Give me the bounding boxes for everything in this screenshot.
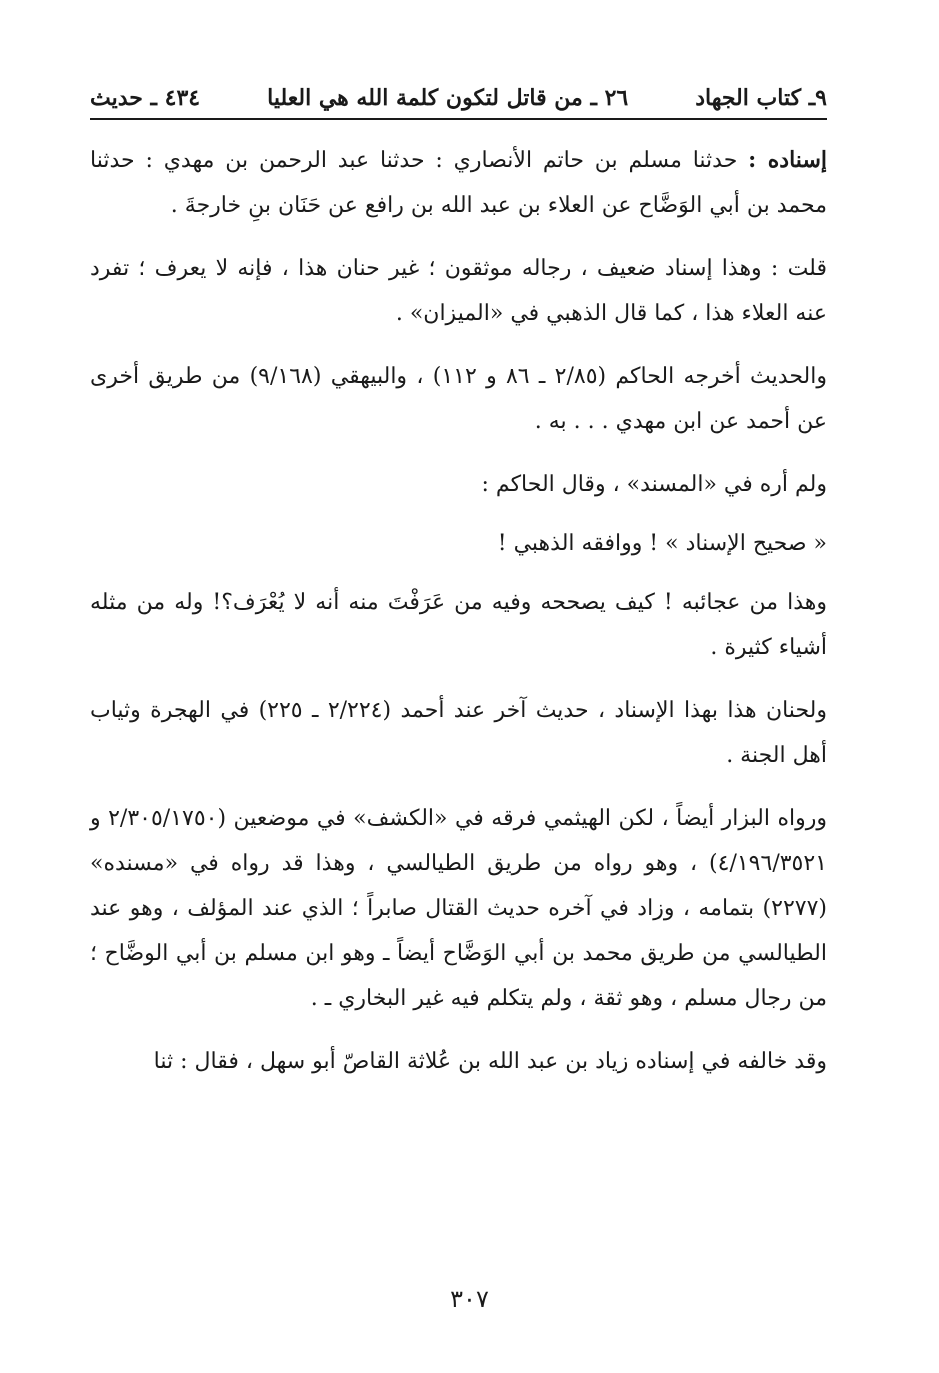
header-rule bbox=[90, 118, 827, 120]
paragraph bbox=[90, 521, 827, 566]
paragraph bbox=[90, 246, 827, 336]
paragraph-text: ولم أره في «المسند» ، وقال الحاكم : bbox=[481, 472, 827, 497]
paragraph-isnad bbox=[90, 138, 827, 228]
paragraph-text: « صحيح الإسناد » ! ووافقه الذهبي ! bbox=[497, 531, 827, 556]
paragraph-text: قلت : وهذا إسناد ضعيف ، رجاله موثقون ؛ غير حنان هذا ، فإنه لا يعرف ؛ تفرد عنه العلاء هذا ، كما قال الذهبي في «الميزان» . bbox=[90, 256, 827, 326]
paragraph bbox=[90, 580, 827, 670]
paragraph bbox=[90, 688, 827, 778]
running-header bbox=[90, 78, 827, 118]
paragraph-text: حدثنا مسلم بن حاتم الأنصاري : حدثنا عبد الرحمن بن مهدي : حدثنا محمد بن أبي الوَضَّاح عن العلاء بن عبد الله بن رافع عن حَنَان بنِ خارجةَ . bbox=[90, 148, 827, 218]
paragraph-text: والحديث أخرجه الحاكم (٢/٨٥ ـ ٨٦ و ١١٢) ، والبيهقي (٩/١٦٨) من طريق أخرى عن أحمد عن ابن مهدي . . . به . bbox=[90, 364, 827, 434]
header-chapter: ٩ـ كتاب الجهاد bbox=[695, 85, 827, 111]
paragraph-text: ولحنان هذا بهذا الإسناد ، حديث آخر عند أحمد (٢/٢٢٤ ـ ٢٢٥) في الهجرة وثياب أهل الجنة . bbox=[90, 698, 827, 768]
page-body bbox=[90, 138, 827, 1102]
paragraph bbox=[90, 462, 827, 507]
isnad-lead: إسناده : bbox=[748, 147, 827, 173]
paragraph bbox=[90, 354, 827, 444]
paragraph-text: ورواه البزار أيضاً ، لكن الهيثمي فرقه في «الكشف» في موضعين (٢/٣٠٥/١٧٥٠ و ٤/١٩٦/٣٥٢١) ، وهو رواه من طريق الطيالسي ، وهذا قد رواه في «مسنده» (٢٢٧٧) بتمامه ، وزاد في آخره حديث القتال صابراً ؛ الذي عند المؤلف ، وهو عند الطيالسي من طريق محمد بن أبي الوَضَّاح أيضاً ـ وهو ابن مسلم بن أبي الوضَّاح ؛ من رجال مسلم ، وهو ثقة ، ولم يتكلم فيه غير البخاري ـ . bbox=[90, 806, 827, 1011]
page-number: ٣٠٧ bbox=[450, 1285, 489, 1313]
header-hadith-number: ٤٣٤ ـ حديث bbox=[90, 85, 201, 111]
paragraph-text: وهذا من عجائبه ! كيف يصححه وفيه من عَرَفْتَ منه أنه لا يُعْرَف؟! وله من مثله أشياء كثيرة . bbox=[90, 590, 827, 660]
header-section: ٢٦ ـ من قاتل لتكون كلمة الله هي العليا bbox=[267, 85, 629, 111]
paragraph bbox=[90, 1039, 827, 1084]
paragraph bbox=[90, 796, 827, 1021]
paragraph-text: وقد خالفه في إسناده زياد بن عبد الله بن عُلاثة القاصّ أبو سهل ، فقال : ثنا bbox=[153, 1049, 827, 1074]
